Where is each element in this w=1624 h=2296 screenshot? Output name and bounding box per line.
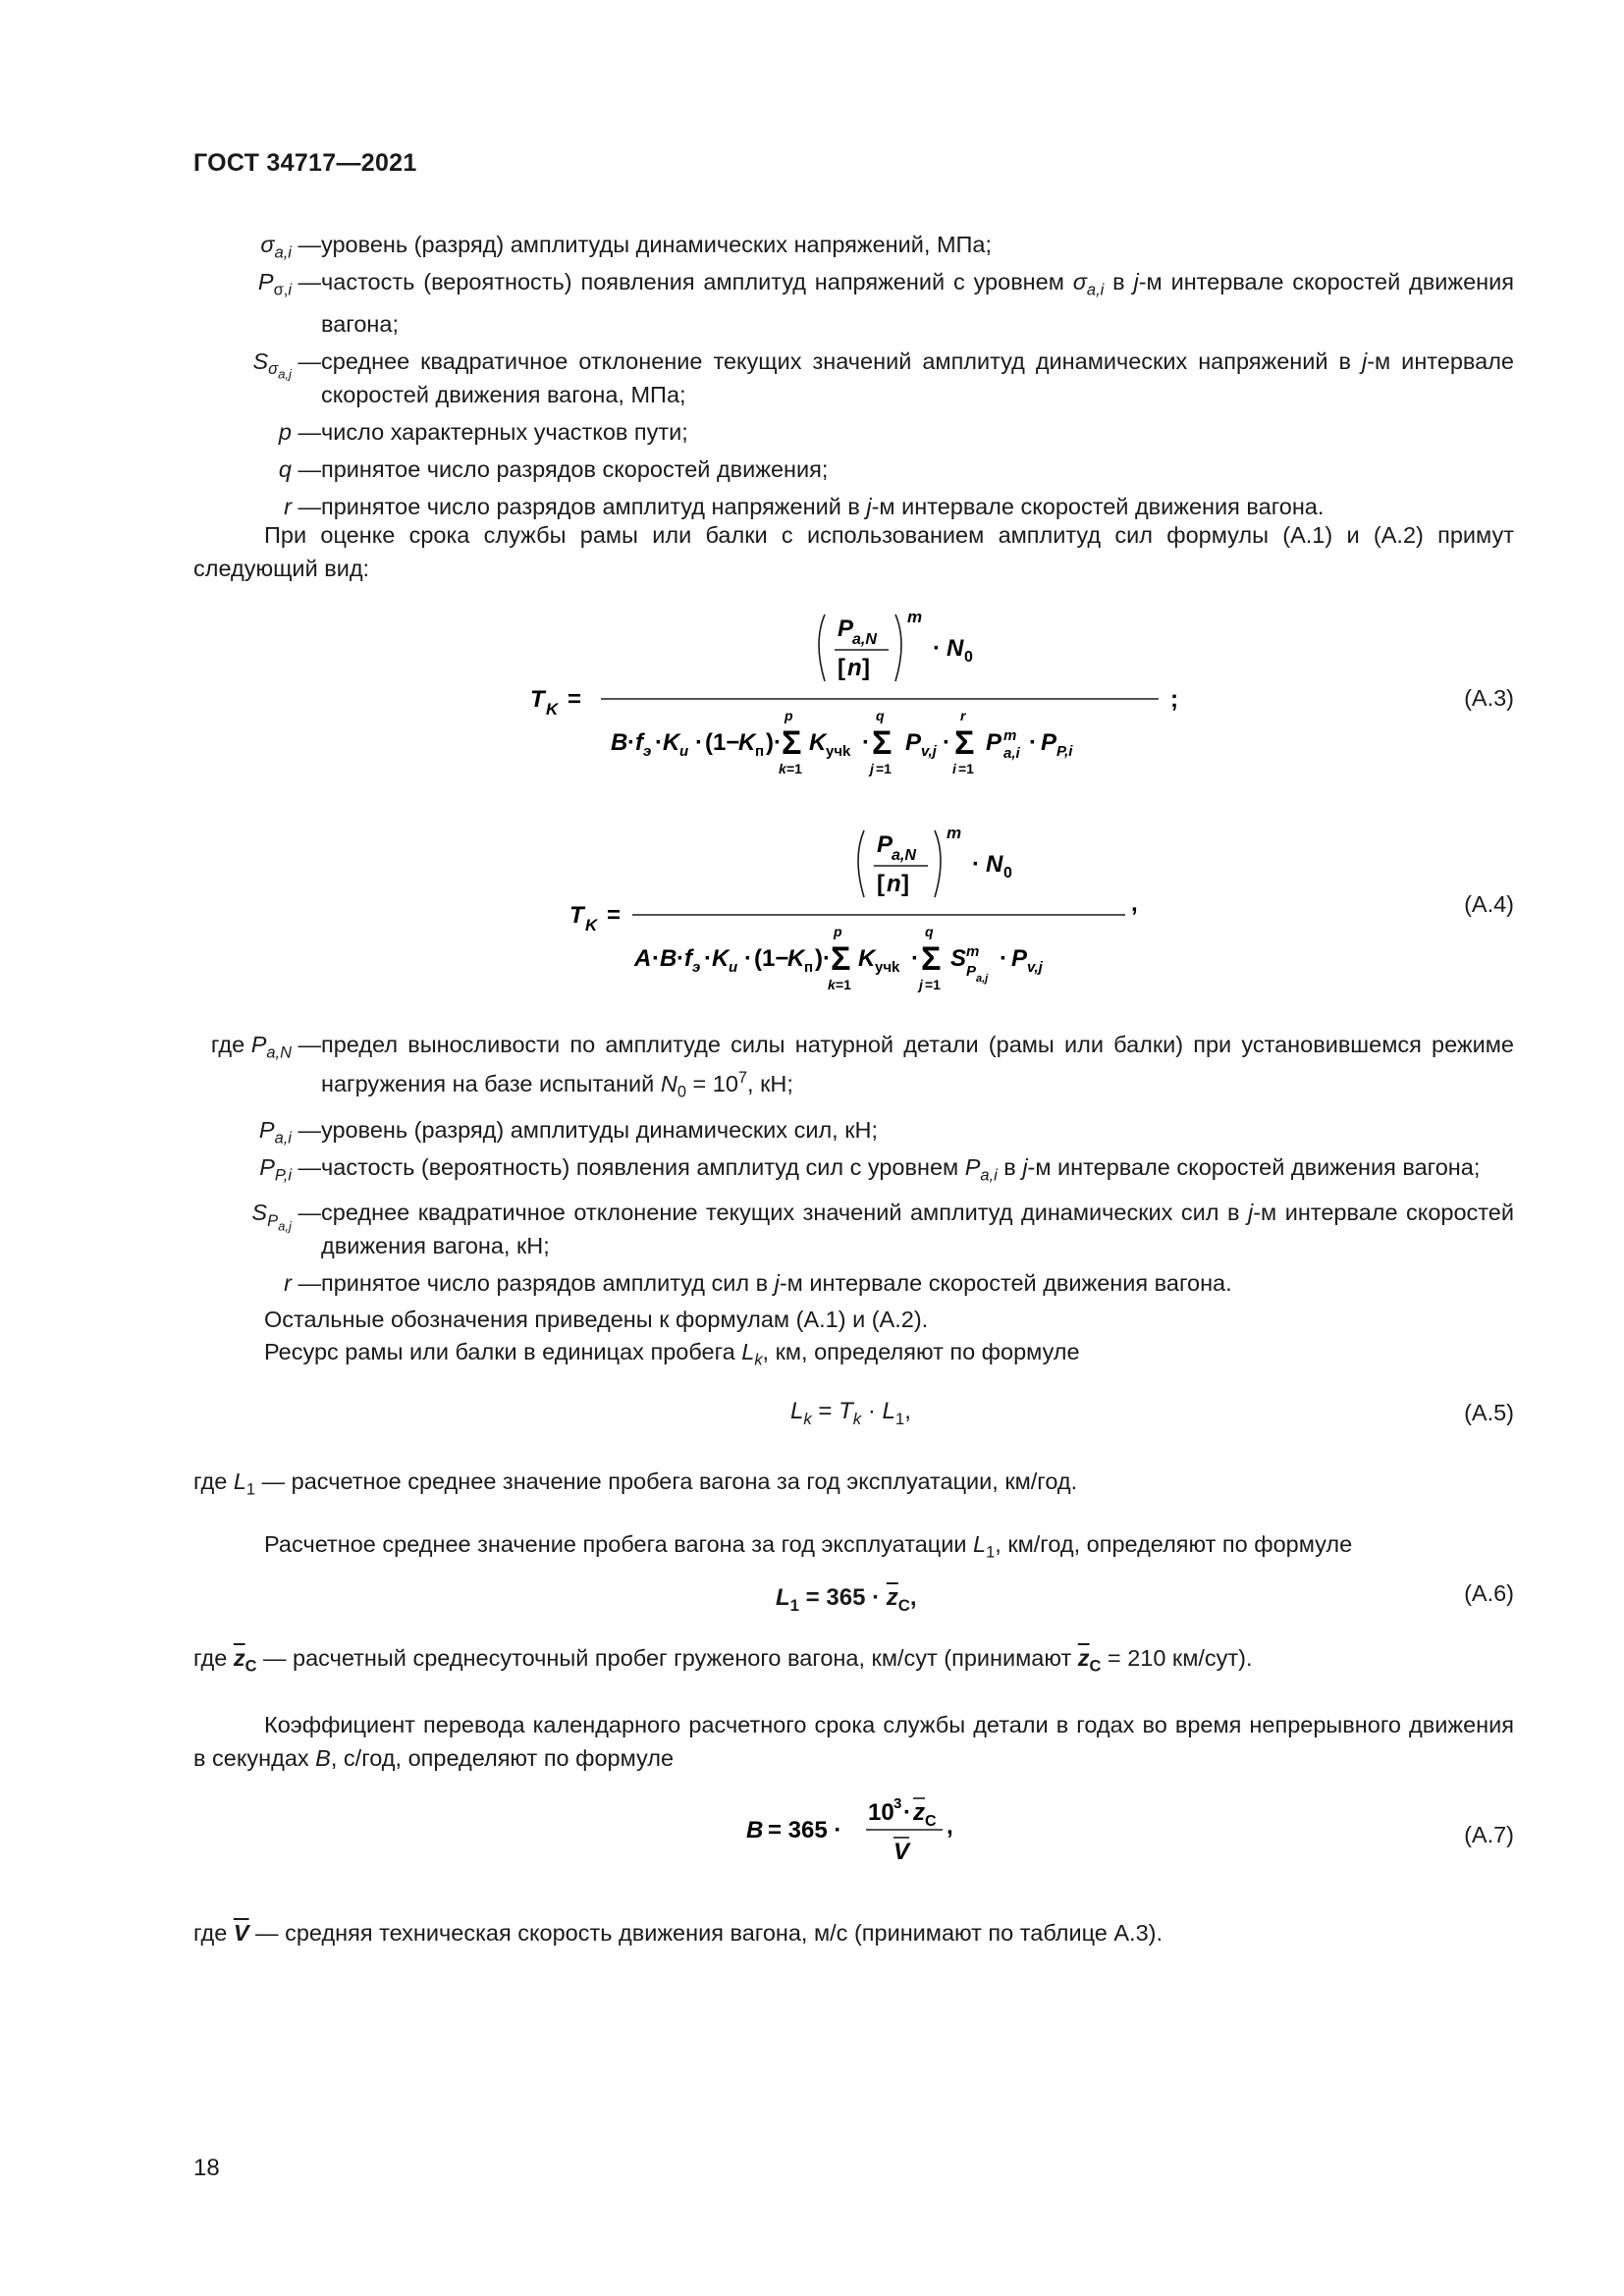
svg-text:·: · (627, 729, 635, 756)
svg-text:3: 3 (893, 1795, 902, 1812)
svg-text:K: K (787, 945, 805, 972)
svg-text:r: r (960, 708, 966, 723)
svg-text:v,j: v,j (921, 743, 937, 760)
svg-text:Σ: Σ (782, 724, 802, 762)
svg-text:B: B (746, 1817, 764, 1843)
svg-text:(1−: (1− (754, 945, 789, 972)
svg-text:P: P (986, 729, 1002, 756)
svg-text:j: j (919, 977, 923, 992)
equation-number-a3: (А.3) (1464, 685, 1514, 711)
def-p-sigma-i: $P_{\sigma,i}$ — частость (вероятность) появления амплитуд напряжений с уровнем $\sigma_{a,i}$ в j-м интервале скоростей движения вагона; (257, 269, 1514, 337)
svg-text:п: п (804, 959, 814, 976)
svg-text:·: · (704, 945, 712, 972)
paragraph-forces: При оценке срока службы рамы или балки с использованием амплитуд сил формулы (А.1) и (А.2) примут следующий вид: (193, 522, 1514, 581)
def-p: p — число характерных участков пути; (278, 418, 688, 445)
svg-text:P: P (1041, 729, 1057, 756)
svg-text:m: m (966, 943, 980, 960)
svg-text:учk: учk (875, 959, 900, 976)
svg-text:·: · (933, 635, 941, 662)
paragraph-annual-mileage: Расчетное среднее значение пробега вагона за год эксплуатации $L_1$, км/год, определяют по формуле (264, 1531, 1353, 1562)
where-zc: где $\overline{z}_С$ — расчетный среднесуточный пробег груженого вагона, км/сут (принимают $\overline{z}_С = 210$ км/сут). (193, 1645, 1253, 1676)
page-number: 18 (193, 2155, 220, 2181)
svg-text:j: j (870, 761, 874, 776)
svg-text:P: P (966, 963, 977, 980)
svg-text:i: i (952, 761, 956, 776)
svg-text:=1: =1 (925, 977, 941, 992)
svg-text:P,i: P,i (1056, 743, 1073, 760)
def-pa-n: где $P_{a,N}$ — предел выносливости по амплитуде силы натурной детали (рамы или балки) при установившемся режиме нагружения на базе испытаний $N_0 = 10^7$, кН; (210, 1032, 1514, 1101)
svg-text:K: K (809, 729, 827, 756)
svg-text:и: и (729, 959, 738, 976)
formula-a6: $L_1 = 365 \cdot \overline{z}_С$, (776, 1584, 917, 1615)
svg-text:z: z (913, 1799, 925, 1826)
svg-text:·: · (744, 945, 752, 972)
svg-text:[: [ (877, 871, 885, 897)
svg-text:=1: =1 (836, 977, 851, 992)
svg-text:и: и (679, 743, 689, 760)
svg-text:k: k (779, 761, 786, 776)
svg-text:K: K (546, 700, 559, 719)
paragraph-coefficient-b: Коэффициент перевода календарного расчетного срока службы детали в годах во время непрерывного движения в секундах B, с/год, определяют по формуле (193, 1712, 1514, 1771)
svg-text:·: · (652, 945, 660, 972)
equation-number-a6: (А.6) (1464, 1580, 1514, 1606)
svg-text:]: ] (862, 655, 870, 681)
svg-text:;: ; (1170, 686, 1178, 713)
svg-text:·: · (943, 729, 950, 756)
svg-text:k: k (828, 977, 836, 992)
svg-text:q: q (876, 708, 885, 723)
svg-text:)·: )· (766, 729, 782, 756)
svg-text:=: = (568, 686, 582, 713)
formula-a5: $L_k = T_k \cdot L_1$, (790, 1398, 911, 1428)
svg-text:=1: =1 (876, 761, 892, 776)
svg-text:·: · (1000, 945, 1007, 972)
svg-text:S: S (950, 945, 967, 972)
svg-text:·: · (1029, 729, 1037, 756)
svg-text:Σ: Σ (954, 724, 975, 762)
def-pp-i: $P_{P,i}$ — частость (вероятность) появления амплитуд сил с уровнем $P_{a,i}$ в j-м интервале скоростей движения вагона; (259, 1153, 1481, 1185)
formula-a4 (569, 813, 1178, 999)
def-pa-i: $P_{a,i}$ — уровень (разряд) амплитуды динамических сил, кН; (258, 1116, 879, 1148)
svg-text:P: P (838, 615, 854, 642)
def-r: r — принятое число разрядов амплитуд напряжений в j-м интервале скоростей движения вагона. (284, 493, 1325, 519)
equation-number-a5: (А.5) (1464, 1400, 1514, 1425)
svg-text:0: 0 (964, 649, 973, 666)
svg-text:K: K (585, 916, 598, 934)
svg-text:=1: =1 (958, 761, 974, 776)
svg-text:·: · (862, 729, 870, 756)
svg-text:P: P (1011, 945, 1028, 972)
svg-text:,: , (947, 1813, 953, 1840)
def-s-sigma-aj: $S_{\sigma_{a,j}}$ — среднее квадратичное отклонение текущих значений амплитуд динамических напряжений в j-м интервале скоростей движения вагона, МПа; (252, 347, 1515, 407)
svg-text:·: · (677, 945, 684, 972)
svg-text:p: p (834, 924, 842, 939)
svg-text:э: э (643, 743, 652, 760)
svg-text:a,N: a,N (852, 631, 877, 648)
svg-text:·: · (911, 945, 919, 972)
equation-number-a7: (А.7) (1464, 1822, 1514, 1847)
svg-text:N: N (986, 851, 1003, 878)
svg-text:,: , (1131, 890, 1138, 917)
svg-text:K: K (712, 945, 730, 972)
formula-a7 (746, 1787, 982, 1875)
svg-text:B: B (660, 945, 677, 972)
svg-text:=: = (607, 902, 622, 929)
svg-text:f: f (635, 729, 643, 756)
svg-text:B: B (611, 729, 628, 756)
def-s-pa-j: $S_{P_{a,j}}$ — среднее квадратичное отклонение текущих значений амплитуд динамических сил в j-м интервале скоростей движения вагона, кН; (251, 1200, 1515, 1259)
svg-text:a,N: a,N (892, 847, 916, 864)
svg-text:С: С (925, 1813, 937, 1830)
svg-text:p: p (785, 708, 793, 723)
svg-text:Σ: Σ (921, 940, 942, 978)
svg-text:)·: )· (815, 945, 831, 972)
svg-text:m: m (907, 608, 923, 626)
definitions-block-2 (193, 1028, 1514, 1304)
svg-text:f: f (684, 945, 692, 972)
svg-text:a,i: a,i (1003, 745, 1020, 762)
definitions-block-1 (193, 228, 1514, 527)
svg-text:п: п (755, 743, 765, 760)
svg-text:P: P (877, 831, 893, 858)
svg-text:P: P (905, 729, 922, 756)
svg-text:]: ] (901, 871, 909, 897)
paragraph-resource: Ресурс рамы или балки в единицах пробега $L_k$, км, определяют по формуле (264, 1339, 1080, 1369)
svg-text:учk: учk (826, 743, 851, 760)
svg-text:Σ: Σ (831, 940, 851, 978)
svg-text:m: m (1003, 727, 1017, 744)
def-sigma-ai: $\sigma_{a,i}$ — уровень (разряд) амплитуды динамических напряжений, МПа; (260, 232, 993, 262)
svg-text:K: K (663, 729, 680, 756)
svg-text:m: m (947, 824, 962, 842)
svg-text:a,j: a,j (976, 973, 989, 985)
svg-text:·: · (655, 729, 663, 756)
svg-text:10: 10 (868, 1799, 894, 1826)
def-r-forces: r — принятое число разрядов амплитуд сил в j-м интервале скоростей движения вагона. (284, 1270, 1232, 1297)
svg-text:T: T (530, 686, 545, 713)
svg-text:v,j: v,j (1027, 959, 1043, 976)
svg-text:K: K (738, 729, 756, 756)
svg-text:=1: =1 (786, 761, 802, 776)
svg-text:n: n (887, 871, 901, 897)
paragraph-other-notations: Остальные обозначения приведены к формулам (А.1) и (А.2). (264, 1307, 929, 1332)
document-header: ГОСТ 34717—2021 (193, 149, 417, 177)
svg-text:·: · (903, 1799, 911, 1826)
def-q: q — принятое число разрядов скоростей движения; (278, 455, 829, 482)
svg-text:·: · (695, 729, 703, 756)
svg-text:·: · (972, 851, 980, 878)
svg-text:0: 0 (1003, 865, 1012, 881)
svg-text:q: q (925, 924, 934, 939)
svg-text:A: A (634, 945, 652, 972)
equation-number-a4: (А.4) (1464, 891, 1514, 917)
svg-text:n: n (847, 655, 862, 681)
svg-text:V: V (893, 1839, 910, 1865)
svg-text:N: N (947, 635, 964, 662)
svg-text:(1−: (1− (705, 729, 740, 756)
where-v: где $\overline{V}$ — средняя техническая скорость движения вагона, м/с (принимают по таблице А.3). (193, 1920, 1163, 1946)
formula-a3 (530, 597, 1218, 783)
svg-text:K: K (858, 945, 876, 972)
svg-text:= 365 ·: = 365 · (768, 1817, 842, 1843)
svg-text:[: [ (838, 655, 845, 681)
svg-text:T: T (569, 902, 584, 929)
svg-text:Σ: Σ (872, 724, 893, 762)
where-l1: где $L_1$ — расчетное среднее значение пробега вагона за год эксплуатации, км/год. (193, 1468, 1078, 1499)
svg-text:э: э (692, 959, 701, 976)
